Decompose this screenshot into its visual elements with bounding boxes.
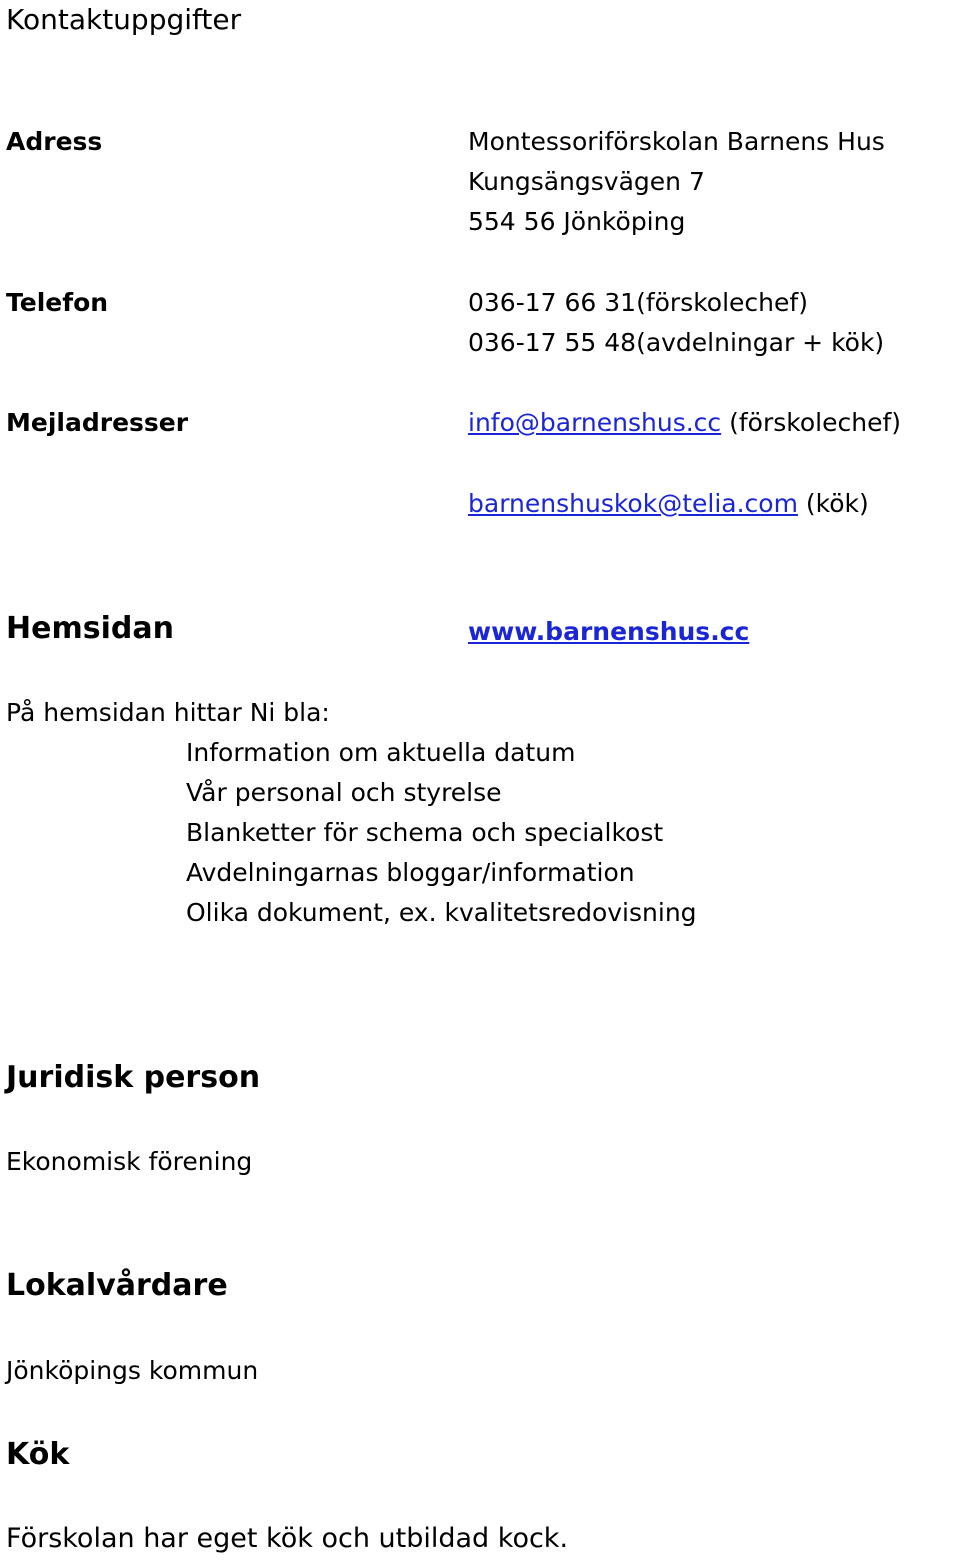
address-line: Kungsängsvägen 7 (468, 167, 705, 196)
premises-value: Jönköpings kommun (6, 1356, 259, 1385)
email-link-kitchen[interactable]: barnenshuskok@telia.com (468, 489, 798, 518)
website-list-item: Information om aktuella datum (186, 738, 576, 767)
legal-value: Ekonomisk förening (6, 1147, 253, 1176)
email-entry (468, 410, 901, 435)
email-label: Mejladresser (6, 408, 189, 437)
kitchen-value: Förskolan har eget kök och utbildad kock. (6, 1523, 569, 1554)
legal-heading: Juridisk person (6, 1060, 261, 1095)
address-line: 554 56 Jönköping (468, 207, 686, 236)
page-title: Kontaktuppgifter (6, 3, 242, 36)
website-list-item: Vår personal och styrelse (186, 778, 502, 807)
address-label: Adress (6, 127, 103, 156)
website-intro: På hemsidan hittar Ni bla: (6, 698, 330, 727)
phone-line: 036-17 66 31(förskolechef) (468, 288, 808, 317)
premises-heading: Lokalvårdare (6, 1268, 228, 1303)
email-entry (468, 491, 869, 516)
phone-line: 036-17 55 48(avdelningar + kök) (468, 328, 885, 357)
phone-label: Telefon (6, 288, 109, 317)
website-list-item: Blanketter för schema och specialkost (186, 818, 664, 847)
email-note: (förskolechef) (721, 408, 902, 437)
address-line: Montessoriförskolan Barnens Hus (468, 127, 885, 156)
kitchen-heading: Kök (6, 1437, 70, 1472)
website-list-item: Avdelningarnas bloggar/information (186, 858, 635, 887)
website-list-item: Olika dokument, ex. kvalitetsredovisning (186, 898, 697, 927)
website-label: Hemsidan (6, 611, 174, 646)
email-link-info[interactable]: info@barnenshus.cc (468, 408, 722, 437)
email-note: (kök) (797, 489, 869, 518)
website-link[interactable]: www.barnenshus.cc (468, 617, 750, 646)
